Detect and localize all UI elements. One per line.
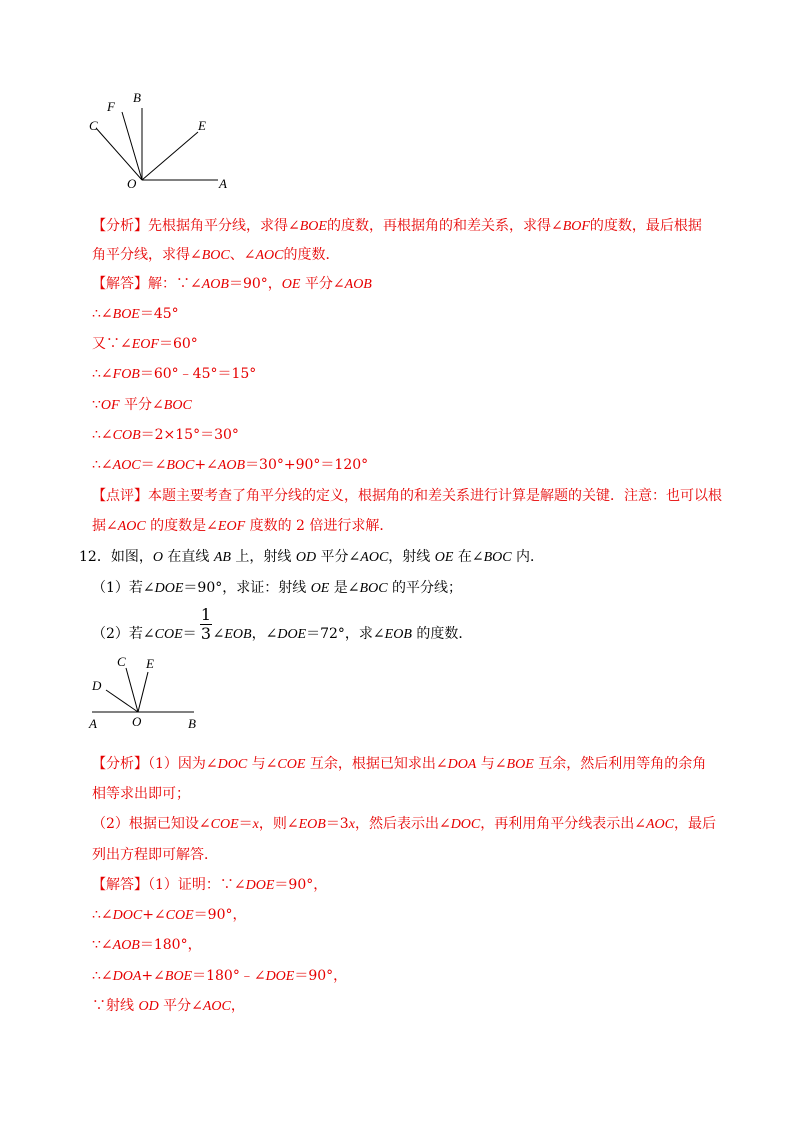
answer-line-6: ∴∠COB＝2×15°＝30° (92, 427, 239, 443)
label-a: A (89, 716, 97, 731)
label-o: O (127, 176, 137, 191)
label-e: E (146, 656, 154, 671)
label-e: E (198, 118, 206, 133)
comment-line-2: 据∠AOC 的度数是∠EOF 度数的 2 倍进行求解． (92, 518, 394, 534)
label-b: B (188, 716, 196, 731)
solution-12-line-4: ∴∠DOA+∠BOE＝180°﹣∠DOE＝90°， (92, 968, 348, 984)
angle-figure-1 (80, 88, 240, 202)
angle-figure-2 (82, 650, 222, 739)
solution-12-line-5: ∵射线 OD 平分∠AOC， (92, 998, 245, 1014)
fraction-numerator: 1 (200, 605, 212, 624)
fraction-one-third (200, 607, 212, 642)
analysis-12-line-3: （2）根据已知设∠COE＝x，则∠EOB＝3x，然后表示出∠DOC，再利用角平分线表示出∠AOC，最后 (92, 816, 716, 832)
solution-12-line-3: ∵∠AOB＝180°， (92, 937, 202, 953)
analysis-12-line-1: 【分析】（1）因为∠DOC 与∠COE 互余，根据已知求出∠DOA 与∠BOE 互余，然后利用等角的余角 (92, 756, 707, 772)
label-d: D (92, 678, 102, 693)
solution-12-line-1: 【解答】（1）证明：∵∠DOE＝90°， (92, 877, 328, 893)
answer-line-3: 又∵∠EOF＝60° (92, 336, 198, 352)
label-a: A (219, 176, 227, 191)
answer-line-4: ∴∠FOB＝60°﹣45°＝15° (92, 366, 257, 382)
analysis-line-2: 角平分线，求得∠BOC、∠AOC的度数． (92, 247, 340, 263)
label-o: O (132, 714, 142, 729)
answer-line-7: ∴∠AOC＝∠BOC+∠AOB＝30°+90°＝120° (92, 457, 369, 473)
analysis-12-line-2: 相等求出即可； (92, 786, 190, 802)
answer-line-1: 【解答】解：∵∠AOB＝90°，OE 平分∠AOB (92, 276, 372, 292)
answer-line-5: ∵OF 平分∠BOC (92, 397, 192, 413)
analysis-12-line-4: 列出方程即可解答． (92, 847, 218, 863)
comment-line-1: 【点评】本题主要考查了角平分线的定义，根据角的和差关系进行计算是解题的关键．注意：也可以根 (92, 488, 722, 504)
label-c: C (89, 118, 98, 133)
fraction-denominator: 3 (200, 624, 212, 643)
label-b: B (133, 90, 141, 105)
label-c: C (117, 654, 126, 669)
question-12-part-2: （2）若∠COE＝ ∠EOB，∠DOE＝72°，求∠EOB 的度数． (92, 626, 473, 642)
analysis-line-1: 【分析】先根据角平分线，求得∠BOE的度数，再根据角的和差关系，求得∠BOF的度数，最后根据 (92, 218, 702, 234)
question-12-part-1: （1）若∠DOE＝90°，求证：射线 OE 是∠BOC 的平分线； (92, 580, 462, 596)
question-12-stem: 12．如图，O 在直线 AB 上，射线 OD 平分∠AOC，射线 OE 在∠BOC 内． (79, 549, 545, 565)
label-f: F (107, 99, 115, 114)
answer-line-2: ∴∠BOE＝45° (92, 306, 179, 322)
solution-12-line-2: ∴∠DOC+∠COE＝90°， (92, 907, 247, 923)
